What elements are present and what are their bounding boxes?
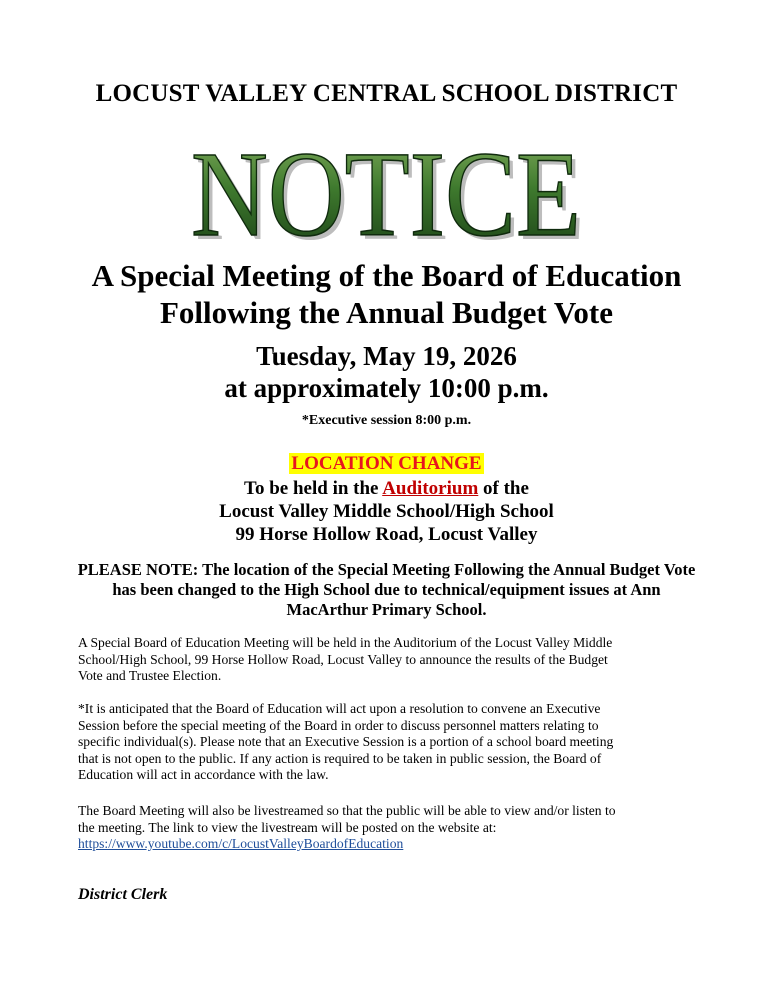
paragraph-line: A Special Board of Education Meeting will be held in the Auditorium of the Locust Valley Middle [78, 635, 613, 650]
paragraph-executive-session [78, 701, 718, 784]
auditorium-label: Auditorium [382, 478, 479, 499]
livestream-link[interactable]: https://www.youtube.com/c/LocustValleyBoardofEducation [78, 836, 404, 851]
paragraph-line: Session before the special meeting of the Board in order to discuss personnel matters relating to [78, 717, 599, 733]
venue-school: Locust Valley Middle School/High School [219, 501, 554, 522]
meeting-date: Tuesday, May 19, 2026 [256, 341, 517, 371]
meeting-time: at approximately 10:00 p.m. [224, 373, 549, 403]
venue-prefix: To be held in the [244, 478, 383, 499]
please-note-line-2: has been changed to the High School due to technical/equipment issues at Ann [112, 580, 661, 599]
paragraph-line: The Board Meeting will also be livestreamed so that the public will be able to view and/or listen to [78, 803, 616, 818]
please-note [40, 560, 733, 620]
headline-line-2: Following the Annual Budget Vote [159, 295, 614, 330]
paragraph-line: Vote and Trustee Election. [78, 668, 222, 683]
venue-suffix: of the [478, 478, 529, 499]
notice-word: NOTICE [191, 138, 581, 248]
meeting-datetime [0, 340, 773, 404]
paragraph-line: specific individual(s). Please note that an Executive Session is a portion of a school board meeting [78, 734, 614, 749]
notice-heading [180, 138, 593, 248]
paragraph-announcement [78, 635, 718, 685]
paragraph-line: *It is anticipated that the Board of Education will act upon a resolution to convene an Executive [78, 701, 601, 716]
notice-shadow: NOTICE [195, 138, 585, 248]
venue-line-1 [0, 477, 773, 500]
please-note-line-1: PLEASE NOTE: The location of the Special Meeting Following the Annual Budget Vote [77, 560, 696, 579]
location-change-banner [0, 453, 773, 475]
paragraph-line: Education will act in accordance with the law. [78, 767, 329, 782]
district-title: LOCUST VALLEY CENTRAL SCHOOL DISTRICT [95, 80, 678, 107]
executive-session-note: *Executive session 8:00 p.m. [301, 413, 472, 428]
meeting-headline [0, 257, 773, 331]
paragraph-line: the meeting. The link to view the livestream will be posted on the website at: [78, 819, 497, 835]
paragraph-line: that is not open to the public. If any action is required to be taken in public session, the Board of [78, 750, 602, 766]
paragraph-line: School/High School, 99 Horse Hollow Road, Locust Valley to announce the results of the Budget [78, 651, 608, 667]
venue-block [0, 477, 773, 546]
please-note-line-3: MacArthur Primary School. [286, 600, 487, 619]
venue-address: 99 Horse Hollow Road, Locust Valley [235, 524, 538, 545]
location-change-label: LOCATION CHANGE [291, 453, 482, 474]
paragraph-livestream [78, 803, 718, 853]
headline-line-1: A Special Meeting of the Board of Education [91, 258, 682, 293]
signature-district-clerk: District Clerk [78, 886, 168, 903]
